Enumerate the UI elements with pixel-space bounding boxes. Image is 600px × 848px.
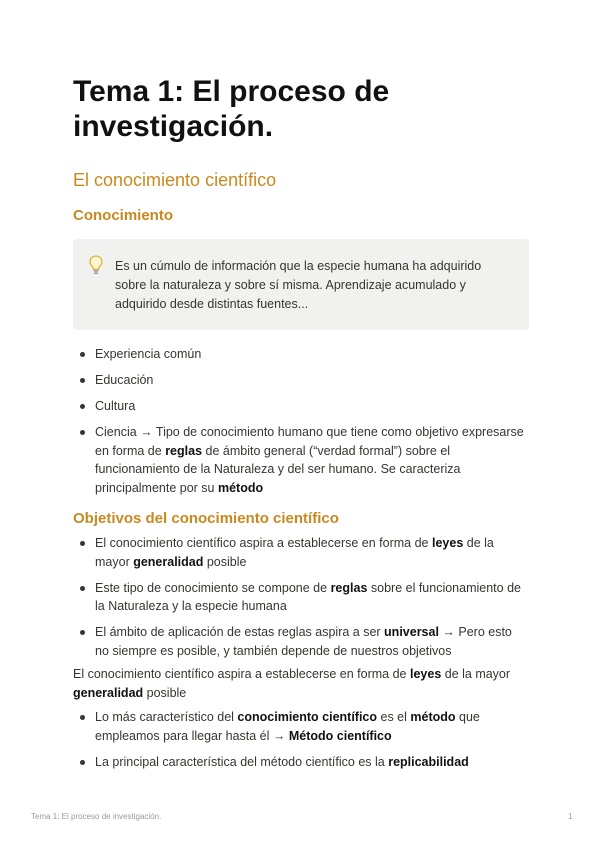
bold-term: conocimiento científico: [237, 710, 378, 724]
subheading-objetivos: Objetivos del conocimiento científico: [73, 510, 339, 527]
text-run: Lo más característico del: [95, 710, 238, 724]
text-run: de la mayor: [441, 667, 511, 681]
list-item: [73, 579, 529, 616]
paragraph: [73, 665, 529, 702]
list-item: [73, 423, 529, 497]
bold-term: replicabilidad: [388, 754, 469, 769]
list-item: [73, 534, 529, 571]
text-run: sobre el funcionamiento de la Naturaleza y la especie humana: [95, 580, 521, 613]
footer-page-number: 1: [568, 812, 573, 821]
knowledge-sources-list: [73, 345, 529, 505]
bold-term: universal: [384, 625, 439, 639]
bold-term: generalidad: [133, 554, 204, 569]
section-heading: El conocimiento científico: [73, 170, 277, 190]
text-run: El ámbito de aplicación de estas reglas aspira a ser: [95, 625, 385, 639]
bold-term: Método científico: [288, 728, 392, 743]
callout-text: Es un cúmulo de información que la especie humana ha adquirido sobre la naturaleza y sobre sí misma. Aprendizaje acumulado y adquirido desde distintas fuentes...: [115, 259, 482, 311]
text-run: posible: [143, 685, 187, 700]
text-run: Ciencia → Tipo de conocimiento humano que tiene como objetivo expresarse en forma de: [95, 425, 524, 458]
bold-term: leyes: [431, 536, 464, 550]
text-run: es el: [377, 710, 411, 724]
text-run: de ámbito general (“verdad formal”) sobre el funcionamiento de la Naturaleza y del ser humano. Se caracteriza principalmente por su: [95, 443, 461, 495]
text-run: → Pero esto no siempre es posible, y también depende de nuestros objetivos: [95, 625, 512, 658]
footer-document-title: Tema 1: El proceso de investigación.: [31, 812, 162, 821]
list-item-text: Cultura: [95, 399, 136, 413]
text-run: que empleamos para llegar hasta él →: [95, 710, 480, 743]
list-item: [73, 345, 529, 364]
list-item: [73, 397, 529, 416]
text-run: de la mayor: [95, 536, 494, 569]
bold-term: generalidad: [73, 685, 144, 700]
bold-term: reglas: [165, 443, 203, 458]
bold-term: leyes: [409, 667, 442, 681]
lightbulb-icon: [89, 255, 103, 275]
method-list: [73, 708, 529, 779]
page-title: Tema 1: El proceso de investigación.: [73, 75, 390, 143]
list-item-text: Experiencia común: [95, 347, 202, 361]
bold-term: método: [410, 710, 456, 724]
bold-term: método: [217, 480, 264, 495]
list-item: [73, 708, 529, 745]
objectives-list: [73, 534, 529, 668]
bold-term: reglas: [330, 580, 368, 595]
list-item-text: Educación: [95, 373, 154, 387]
list-item: [73, 371, 529, 390]
text-run: El conocimiento científico aspira a establecerse en forma de: [95, 536, 432, 550]
text-run: posible: [203, 554, 247, 569]
callout-box: [73, 239, 529, 330]
text-run: El conocimiento científico aspira a establecerse en forma de: [73, 667, 410, 681]
text-run: La principal característica del método científico es la: [95, 754, 389, 769]
subheading-conocimiento: Conocimiento: [73, 207, 173, 224]
list-item: [73, 753, 529, 772]
list-item: [73, 623, 529, 660]
text-run: Este tipo de conocimiento se compone de: [95, 580, 331, 595]
